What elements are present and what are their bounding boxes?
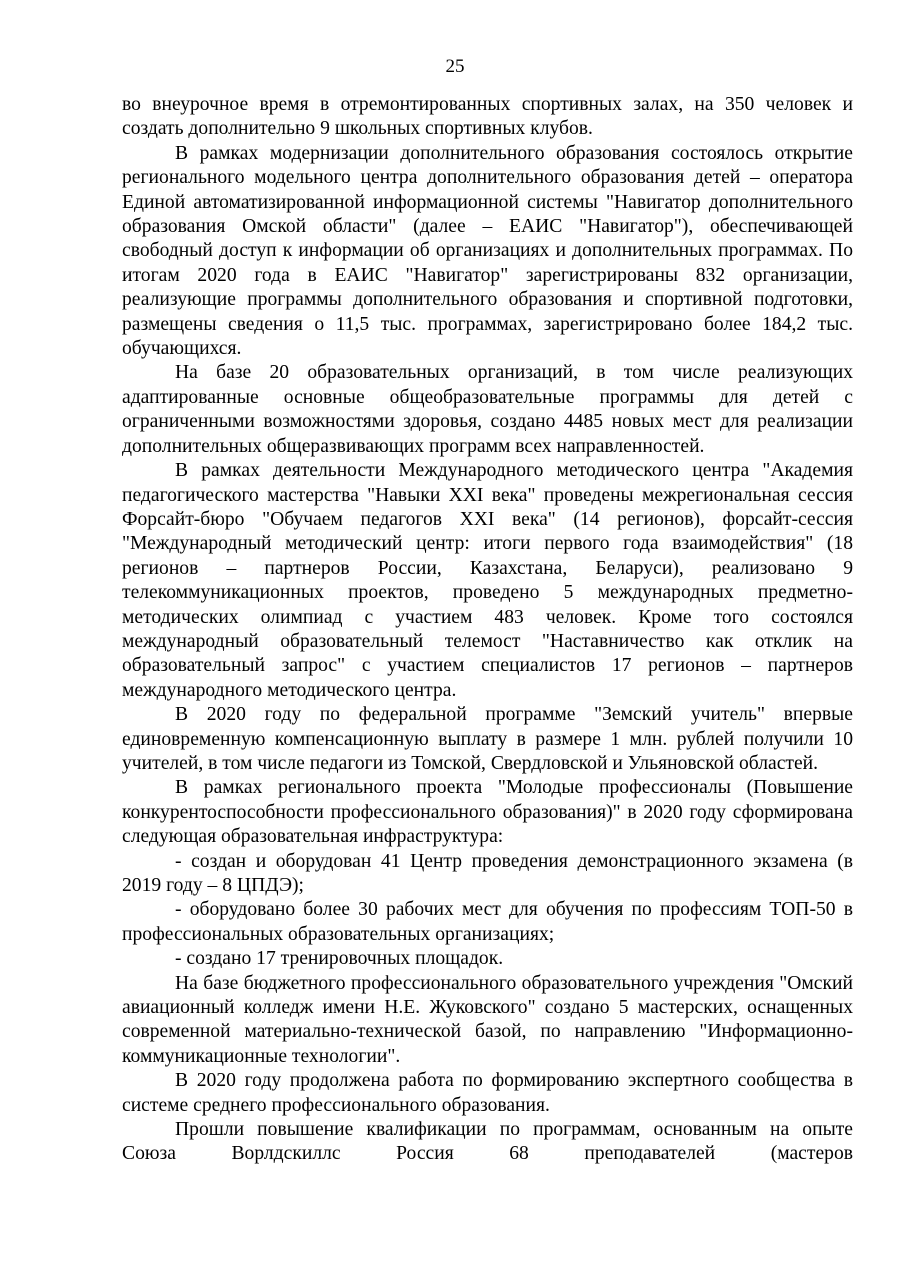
paragraph-continuation: во внеурочное время в отремонтированных спортивных залах, на 350 человек и создать дополнительно 9 школьных спортивных клубов. [122, 94, 853, 140]
page-number: 25 [445, 56, 465, 77]
paragraph-worldskills-training: Прошли повышение квалификации по программам, основанным на опыте Союза Ворлдскиллс Россия 68 преподавателей (мастеров [122, 1119, 853, 1165]
list-item-training-sites: - создано 17 тренировочных площадок. [175, 948, 504, 970]
list-item-demo-exam-centers: - создан и оборудован 41 Центр проведения демонстрационного экзамена (в 2019 году – 8 ЦПДЭ); [122, 850, 853, 896]
paragraph-young-professionals: В рамках регионального проекта "Молодые профессионалы (Повышение конкурентоспособности профессионального образования)" в 2020 году сформирована следующая образовательная инфраструктура: [122, 777, 853, 848]
list-item-workplaces: - оборудовано более 30 рабочих мест для обучения по профессиям ТОП-50 в профессиональных образовательных организациях; [122, 899, 853, 945]
paragraph-expert-community: В 2020 году продолжена работа по формированию экспертного сообщества в системе среднего профессионального образования. [122, 1070, 853, 1116]
document-body [122, 93, 853, 1167]
paragraph-navigator-eais: В рамках модернизации дополнительного образования состоялось открытие регионального модельного центра дополнительного образования детей – оператора Единой автоматизированной информационной системы "Навигатор дополнительного образования Омской области" (далее – ЕАИС "Навигатор"), обеспечивающей свободный доступ к информации об организациях и дополнительных программах. По итогам 2020 года в ЕАИС "Навигатор" зарегистрированы 832 организации, реализующие программы дополнительного образования и спортивной подготовки, размещены сведения о 11,5 тыс. программах, зарегистрировано более 184,2 тыс. обучающихся. [122, 142, 853, 360]
paragraph-new-places: На базе 20 образовательных организаций, в том числе реализующих адаптированные основные общеобразовательные программы для детей с ограниченными возможностями здоровья, создано 4485 новых мест для реализации дополнительных общеразвивающих программ всех направленностей. [122, 362, 853, 457]
paragraph-methodical-center: В рамках деятельности Международного методического центра "Академия педагогического мастерства "Навыки XXI века" проведены межрегиональная сессия Форсайт-бюро "Обучаем педагогов XXI века" (14 регионов), форсайт-сессия "Международный методический центр: итоги первого года взаимодействия" (18 регионов – партнеров России, Казахстана, Беларуси), реализовано 9 телекоммуникационных проектов, проведено 5 международных предметно-методических олимпиад с участием 483 человек. Кроме того состоялся международный образовательный телемост "Наставничество как отклик на образовательный запрос" с участием специалистов 17 регионов – партнеров международного методического центра. [122, 460, 853, 701]
paragraph-zemsky-teacher: В 2020 году по федеральной программе "Земский учитель" впервые единовременную компенсационную выплату в размере 1 млн. рублей получили 10 учителей, в том числе педагоги из Томской, Свердловской и Ульяновской областей. [122, 704, 853, 774]
paragraph-aviation-college: На базе бюджетного профессионального образовательного учреждения "Омский авиационный колледж имени Н.Е. Жуковского" создано 5 мастерских, оснащенных современной материально-технической базой, по направлению "Информационно-коммуникационные технологии". [122, 972, 853, 1067]
